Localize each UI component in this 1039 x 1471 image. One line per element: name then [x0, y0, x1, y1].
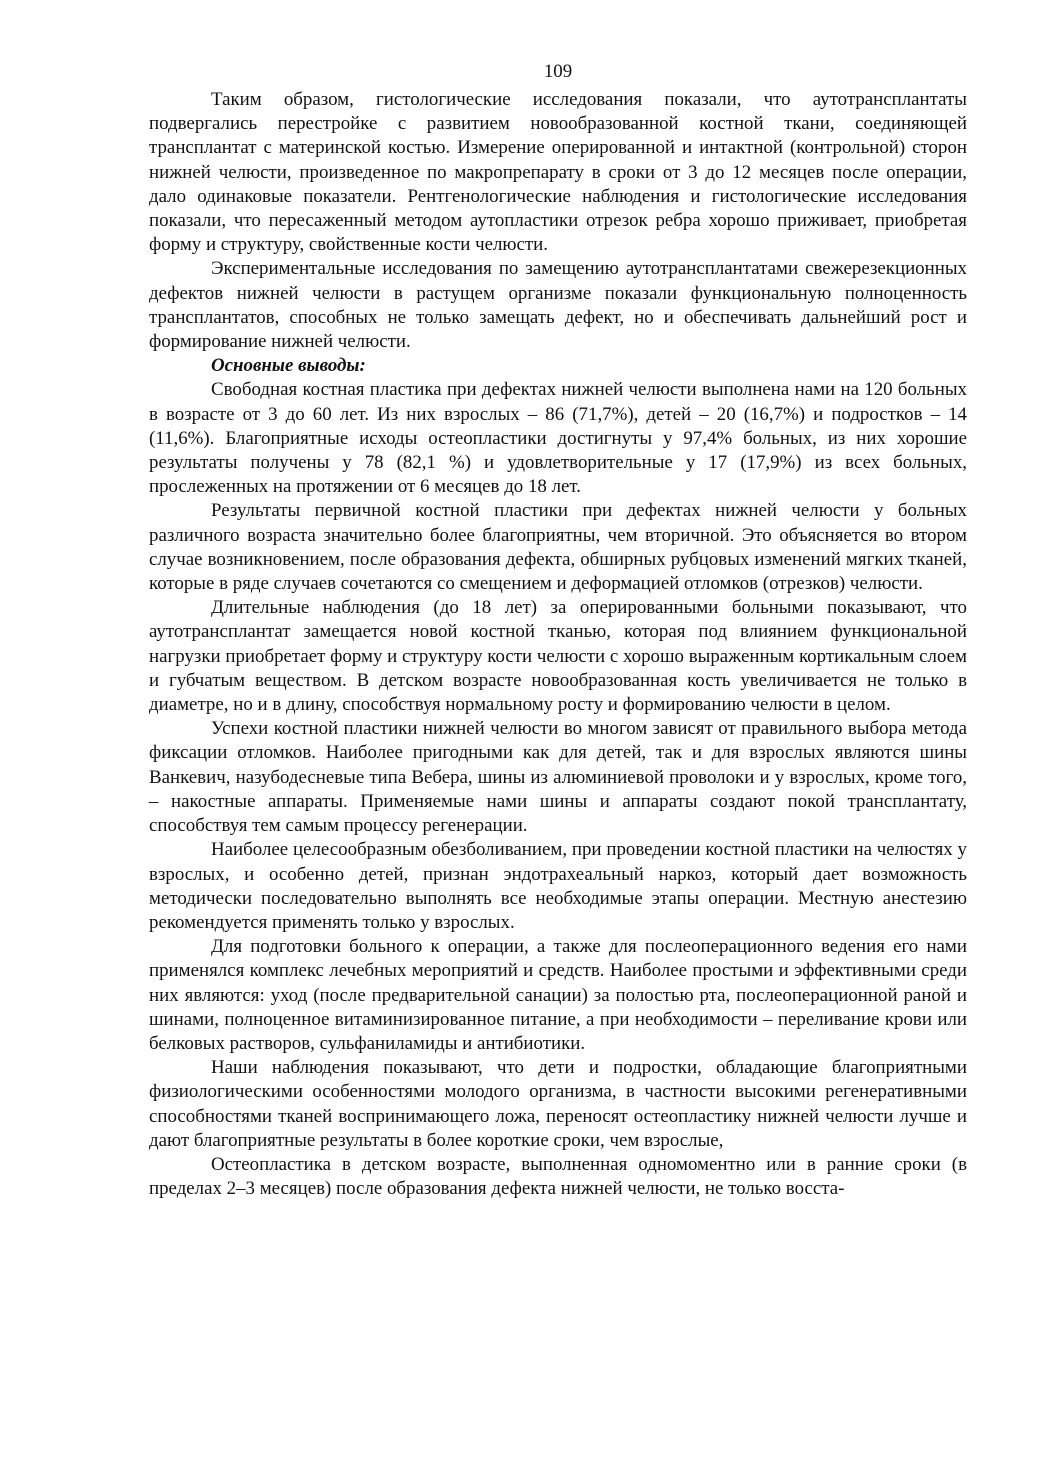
paragraph-experimental-studies: Экспериментальные исследования по замещению аутотрансплантатами свежерезекционных дефектов нижней челюсти в растущем организме показали функциональную полноценность трансплантатов, способных не только замещать дефект, но и обеспечивать дальнейший рост и формирование нижней челюсти. — [149, 258, 967, 353]
conclusion-paragraph-3: Длительные наблюдения (до 18 лет) за оперированными больными показывают, что аутотрансплантат замещается новой костной тканью, которая под влиянием функциональной нагрузки приобретает форму и структуру кости челюсти с хорошо выраженным кортикальным слоем и губчатым веществом. В детском возрасте новообразованная кость увеличивается не только в диаметре, но и в длину, способствуя нормальному росту и формированию челюсти в целом. — [149, 597, 967, 716]
conclusion-paragraph-7: Наши наблюдения показывают, что дети и подростки, обладающие благоприятными физиологическими особенностями молодого организма, в частности высокими регенеративными способностями тканей воспринимающего ложа, переносят остеопластику нижней челюсти лучше и дают благоприятные результаты в более короткие сроки, чем взрослые, — [149, 1057, 967, 1151]
section-heading-conclusions: Основные выводы: — [211, 355, 366, 377]
conclusion-paragraph-2: Результаты первичной костной пластики при дефектах нижней челюсти у больных различного возраста значительно более благоприятны, чем вторичной. Это объясняется во втором случае возникновением, после образования дефекта, обширных рубцовых изменений мягких тканей, которые в ряде случаев сочетаются со смещением и деформацией отломков (отрезков) челюсти. — [149, 500, 967, 595]
conclusion-paragraph-5: Наиболее целесообразным обезболиванием, при проведении костной пластики на челюстях у взрослых, и особенно детей, признан эндотрахеальный наркоз, который дает возможность методически последовательно выполнять все необходимые этапы операции. Местную анестезию рекомендуется применять только у взрослых. — [149, 839, 967, 933]
conclusion-paragraph-8: Остеопластика в детском возрасте, выполненная одномоментно или в ранние сроки (в пределах 2–3 месяцев) после образования дефекта нижней челюсти, не только восста- — [149, 1153, 967, 1200]
conclusion-paragraph-4: Успехи костной пластики нижней челюсти во многом зависят от правильного выбора метода фиксации отломков. Наиболее пригодными как для детей, так и для взрослых являются шины Ванкевич, назубодесневые типа Вебера, шины из алюминиевой проволоки и у взрослых, кроме того, – накостные аппараты. Применяемые нами шины и аппараты создают покой трансплантату, способствуя тем самым процессу регенерации. — [149, 718, 967, 837]
conclusion-paragraph-1: Свободная костная пластика при дефектах нижней челюсти выполнена нами на 120 больных в возрасте от 3 до 60 лет. Из них взрослых – 86 (71,7%), детей – 20 (16,7%) и подростков – 14 (11,6%). Благоприятные исходы остеопластики достигнуты у 97,4% больных, из них хорошие результаты получены у 78 (82,1 %) и удовлетворительные у 17 (17,9%) из всех больных, прослеженных на протяжении от 6 месяцев до 18 лет. — [149, 379, 967, 498]
page-number: 109 — [543, 61, 573, 82]
paragraph-histology-summary: Таким образом, гистологические исследования показали, что аутотрансплантаты подвергались перестройке с развитием новообразованной костной ткани, соединяющей трансплантат с материнской костью. Измерение оперированной и интактной (контрольной) сторон нижней челюсти, произведенное по макропрепарату в сроки от 3 до 12 месяцев после операции, дало одинаковые показатели. Рентгенологические наблюдения и гистологические исследования показали, что пересаженный методом аутопластики отрезок ребра хорошо приживает, приобретая форму и структуру, свойственные кости челюсти. — [149, 89, 967, 256]
document-page — [149, 56, 967, 1201]
conclusion-paragraph-6: Для подготовки больного к операции, а также для послеоперационного ведения его нами применялся комплекс лечебных мероприятий и средств. Наиболее простыми и эффективными среди них являются: уход (после предварительной санации) за полостью рта, послеоперационной раной и шинами, полноценное витаминизированное питание, а при необходимости – переливание крови или белковых растворов, сульфаниламиды и антибиотики. — [149, 936, 967, 1054]
